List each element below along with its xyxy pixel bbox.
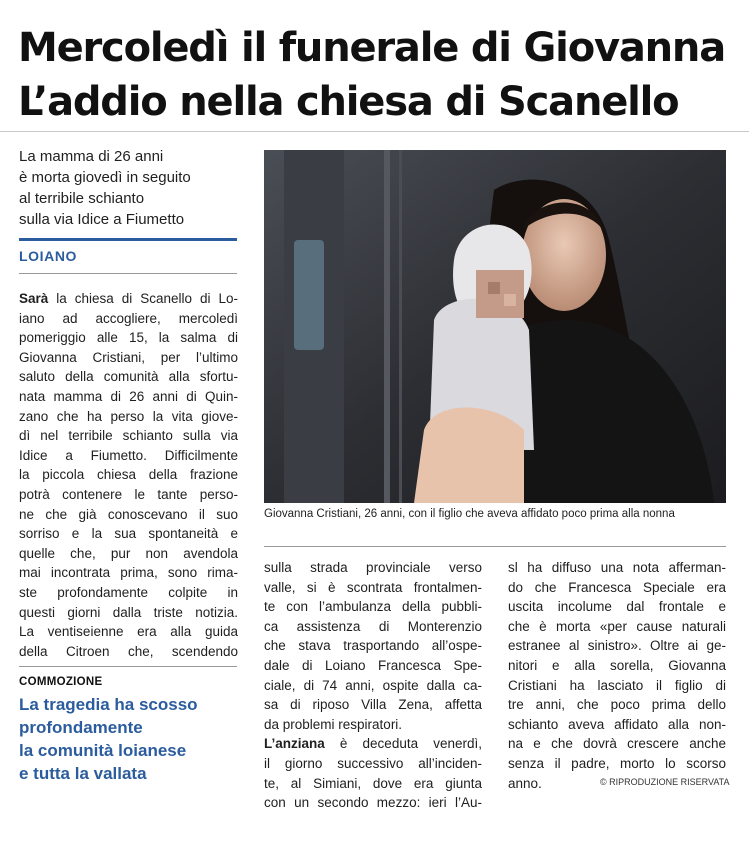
article-line: potrà contenere le tante perso-	[19, 486, 238, 502]
article-line: quelle che, pur non avendola	[19, 545, 238, 561]
lead-rest: la chiesa di Scanello di Lo-	[48, 291, 238, 306]
article-line: na e che dovrà crescere anche	[508, 736, 726, 752]
article-line: Giovanna Cristiani, per l’ultimo	[19, 349, 238, 365]
article-line: valle, si è scontrata frontalmen-	[264, 579, 482, 595]
article-line: schianto aveva affidato alla non-	[508, 716, 726, 732]
header-divider	[0, 131, 749, 132]
article-line: zano che ha perso la vita giove-	[19, 408, 238, 424]
summary-line: al terribile schianto	[19, 190, 145, 207]
article-line: sorriso e la sua spontaneità e	[19, 526, 238, 542]
article-line: estranee al sinistro». Oltre ai ge-	[508, 638, 726, 654]
article-line: la piccola chiesa della frazione	[19, 467, 238, 483]
article-line: Cristiani ha lasciato il figlio di	[508, 677, 726, 693]
article-line: pomeriggio alle 15, la salma di	[19, 330, 238, 346]
article-line: ca assistenza di Monterenzio	[264, 618, 482, 634]
quote-box-label: COMMOZIONE	[19, 676, 103, 688]
article-line: ne che già conoscevano il suo	[19, 506, 238, 522]
article-column-2	[264, 558, 482, 813]
caption-divider	[264, 546, 726, 547]
summary-line: sulla via Idice a Fiumetto	[19, 211, 185, 228]
article-column-3	[508, 558, 726, 793]
article-line: anno.	[508, 775, 542, 791]
article-line: mai incontrata prima, sono rima-	[19, 565, 238, 581]
headline-line-2: L’addio nella chiesa di Scanello	[18, 79, 679, 125]
location-underline	[19, 273, 237, 274]
headline-line-1: Mercoledì il funerale di Giovanna	[18, 25, 725, 71]
article-line: dì nel terribile schianto sulla via	[19, 428, 238, 444]
article-line: ste profondamente colpite in	[19, 584, 238, 600]
article-line: con un secondo mezzo: ieri l’Au-	[264, 795, 482, 811]
paragraph-lead-rest: è deceduta venerdì,	[324, 736, 482, 752]
article-line: della Citroen che, scendendo	[19, 643, 238, 659]
article-line: ciale, di 74 anni, ospite dalla ca-	[264, 677, 482, 693]
article-line: te con l’ambulanza della pubbli-	[264, 599, 482, 615]
summary-line: è morta giovedì in seguito	[19, 169, 191, 186]
article-line: nata mamma di 26 anni di Quin-	[19, 388, 238, 404]
quote-box-divider	[19, 666, 237, 667]
article-line: che è morta «per cause naturali	[508, 618, 726, 634]
article-line: sulla strada provinciale verso	[264, 560, 482, 575]
location-label: LOIANO	[19, 248, 78, 264]
article-line: senza il padre, morto lo scorso	[508, 755, 726, 771]
article-photo	[264, 150, 726, 503]
article-line	[264, 734, 482, 754]
pull-quote-line: La tragedia ha scosso	[19, 695, 198, 714]
article-line: sa di riposo Villa Zena, affetta	[264, 697, 482, 713]
pull-quote-line: e tutta la vallata	[19, 764, 147, 783]
paragraph-lead: L’anziana	[264, 736, 325, 752]
article-line: il giorno successivo all’inciden-	[264, 755, 482, 771]
article-line: sl ha diffuso una nota afferman-	[508, 560, 726, 575]
article-line: questi giorni dalla triste notizia.	[19, 604, 238, 620]
photo-illustration	[264, 150, 726, 503]
article-line: dale di Loiano Francesca Spe-	[264, 657, 482, 673]
lead-word: Sarà	[19, 291, 49, 306]
article-line: Idice a Fiumetto. Difficilmente	[19, 447, 238, 463]
article-line	[19, 289, 238, 309]
location-divider	[19, 238, 237, 241]
article-line: te, al Simiani, dove era giunta	[264, 775, 482, 791]
copyright-notice: © RIPRODUZIONE RISERVATA	[600, 777, 730, 787]
article-line: uscita incolume dal frontale e	[508, 599, 726, 615]
article-line: do che Francesca Speciale era	[508, 579, 726, 595]
article-line: che stava trasportando all’ospe-	[264, 638, 482, 654]
pull-quote-line: profondamente	[19, 718, 143, 737]
article-line: saluto della comunità alla sfortu-	[19, 369, 238, 385]
pull-quote-line: la comunità loianese	[19, 741, 187, 760]
article-line: nitori e alla sorella, Giovanna	[508, 657, 726, 673]
summary	[19, 146, 244, 230]
article-column-1	[19, 289, 238, 661]
article-line: La ventiseienne era alla guida	[19, 624, 238, 640]
article-line: iano ad accogliere, mercoledì	[19, 310, 238, 326]
article-line: da problemi respiratori.	[264, 716, 403, 732]
summary-line: La mamma di 26 anni	[19, 148, 164, 165]
pull-quote	[19, 693, 244, 785]
photo-caption: Giovanna Cristiani, 26 anni, con il figlio che aveva affidato poco prima alla nonna	[264, 508, 675, 520]
article-line: tre anni, che poco prima dello	[508, 697, 726, 713]
